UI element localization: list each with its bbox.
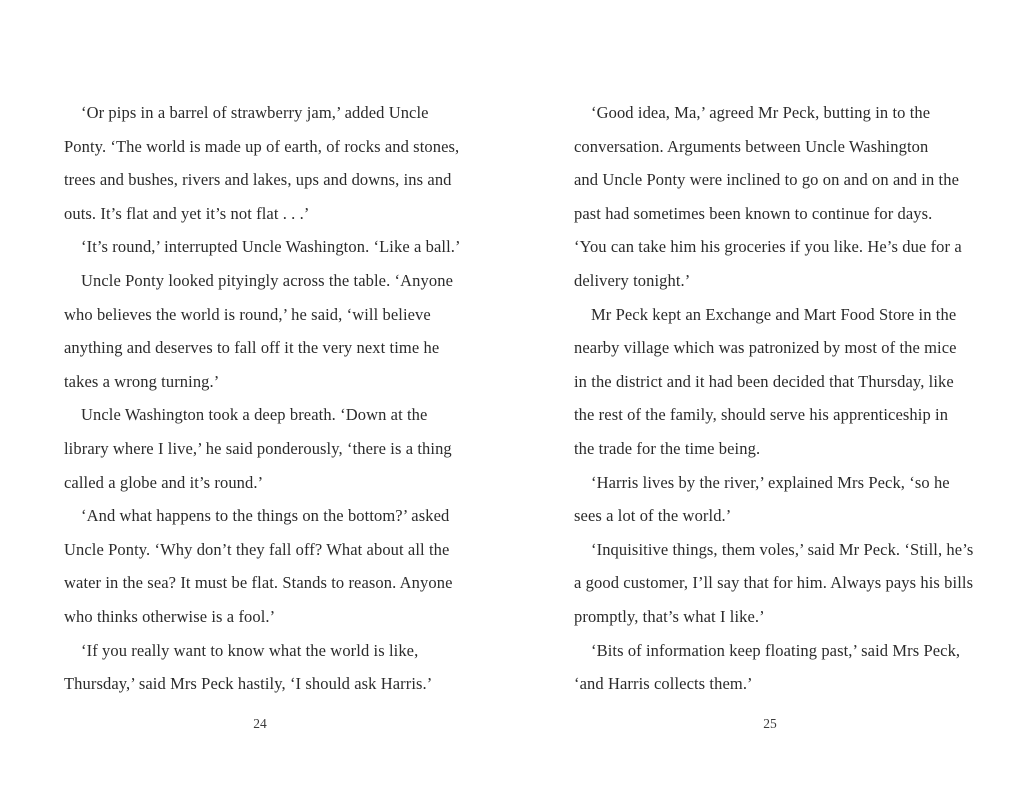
- text-line: delivery tonight.’: [574, 270, 691, 290]
- text-line: anything and deserves to fall off it the very next time he: [64, 338, 440, 358]
- text-line: who thinks otherwise is a fool.’: [64, 606, 276, 626]
- right-page-number: 25: [763, 716, 777, 731]
- text-line: outs. It’s flat and yet it’s not flat . . .’: [64, 203, 310, 223]
- text-line: and Uncle Ponty were inclined to go on and on and in the: [574, 170, 960, 190]
- text-line: ‘You can take him his groceries if you like. He’s due for a: [574, 237, 962, 257]
- text-line: ‘And what happens to the things on the bottom?’ asked: [81, 506, 450, 526]
- text-line: ‘Harris lives by the river,’ explained Mrs Peck, ‘so he: [591, 472, 950, 492]
- left-page-text: [64, 96, 461, 701]
- text-line: the rest of the family, should serve his apprenticeship in: [574, 405, 949, 425]
- left-page-number: 24: [253, 716, 267, 731]
- text-line: past had sometimes been known to continue for days.: [574, 203, 933, 223]
- text-line: called a globe and it’s round.’: [64, 472, 264, 492]
- paragraph: [574, 466, 966, 533]
- text-line: Ponty. ‘The world is made up of earth, of rocks and stones,: [64, 136, 460, 156]
- text-line: ‘Or pips in a barrel of strawberry jam,’ added Uncle: [81, 103, 429, 122]
- text-line: sees a lot of the world.’: [574, 506, 732, 526]
- paragraph: [64, 499, 456, 633]
- text-line: Uncle Ponty. ‘Why don’t they fall off? What about all the: [64, 539, 450, 559]
- text-line: Uncle Ponty looked pityingly across the table. ‘Anyone: [81, 270, 453, 290]
- paragraph: [574, 634, 966, 701]
- paragraph: [64, 230, 461, 264]
- paragraph: [574, 298, 966, 466]
- text-line: ‘and Harris collects them.’: [574, 674, 753, 694]
- text-line: ‘It’s round,’ interrupted Uncle Washington. ‘Like a ball.’: [81, 237, 461, 257]
- text-line: ‘Good idea, Ma,’ agreed Mr Peck, butting in to the: [591, 103, 931, 122]
- text-line: conversation. Arguments between Uncle Washington: [574, 136, 929, 156]
- text-line: Thursday,’ said Mrs Peck hastily, ‘I should ask Harris.’: [64, 674, 433, 694]
- right-page-text: [574, 96, 974, 701]
- text-line: trees and bushes, rivers and lakes, ups and downs, ins and: [64, 170, 452, 190]
- text-line: Mr Peck kept an Exchange and Mart Food Store in the: [591, 304, 957, 324]
- text-line: a good customer, I’ll say that for him. Always pays his bills: [574, 573, 974, 593]
- text-line: water in the sea? It must be flat. Stands to reason. Anyone: [64, 573, 453, 593]
- right-page: [574, 96, 974, 731]
- paragraph: [64, 96, 460, 230]
- paragraph: [64, 264, 456, 398]
- left-page: [64, 96, 461, 731]
- text-line: in the district and it had been decided that Thursday, like: [574, 371, 954, 391]
- paragraph: [64, 398, 456, 499]
- text-line: who believes the world is round,’ he said, ‘will believe: [64, 304, 431, 324]
- text-line: takes a wrong turning.’: [64, 371, 220, 391]
- text-line: library where I live,’ he said ponderously, ‘there is a thing: [64, 438, 452, 458]
- paragraph: [64, 634, 456, 701]
- paragraph: [574, 533, 974, 634]
- text-line: promptly, that’s what I like.’: [574, 606, 765, 626]
- text-line: the trade for the time being.: [574, 438, 761, 458]
- paragraph: [574, 96, 966, 298]
- text-line: Uncle Washington took a deep breath. ‘Down at the: [81, 405, 428, 425]
- text-line: ‘Inquisitive things, them voles,’ said Mr Peck. ‘Still, he’s: [591, 539, 974, 559]
- text-line: nearby village which was patronized by most of the mice: [574, 338, 957, 358]
- text-line: ‘If you really want to know what the world is like,: [81, 640, 419, 660]
- text-line: ‘Bits of information keep floating past,’ said Mrs Peck,: [591, 640, 961, 660]
